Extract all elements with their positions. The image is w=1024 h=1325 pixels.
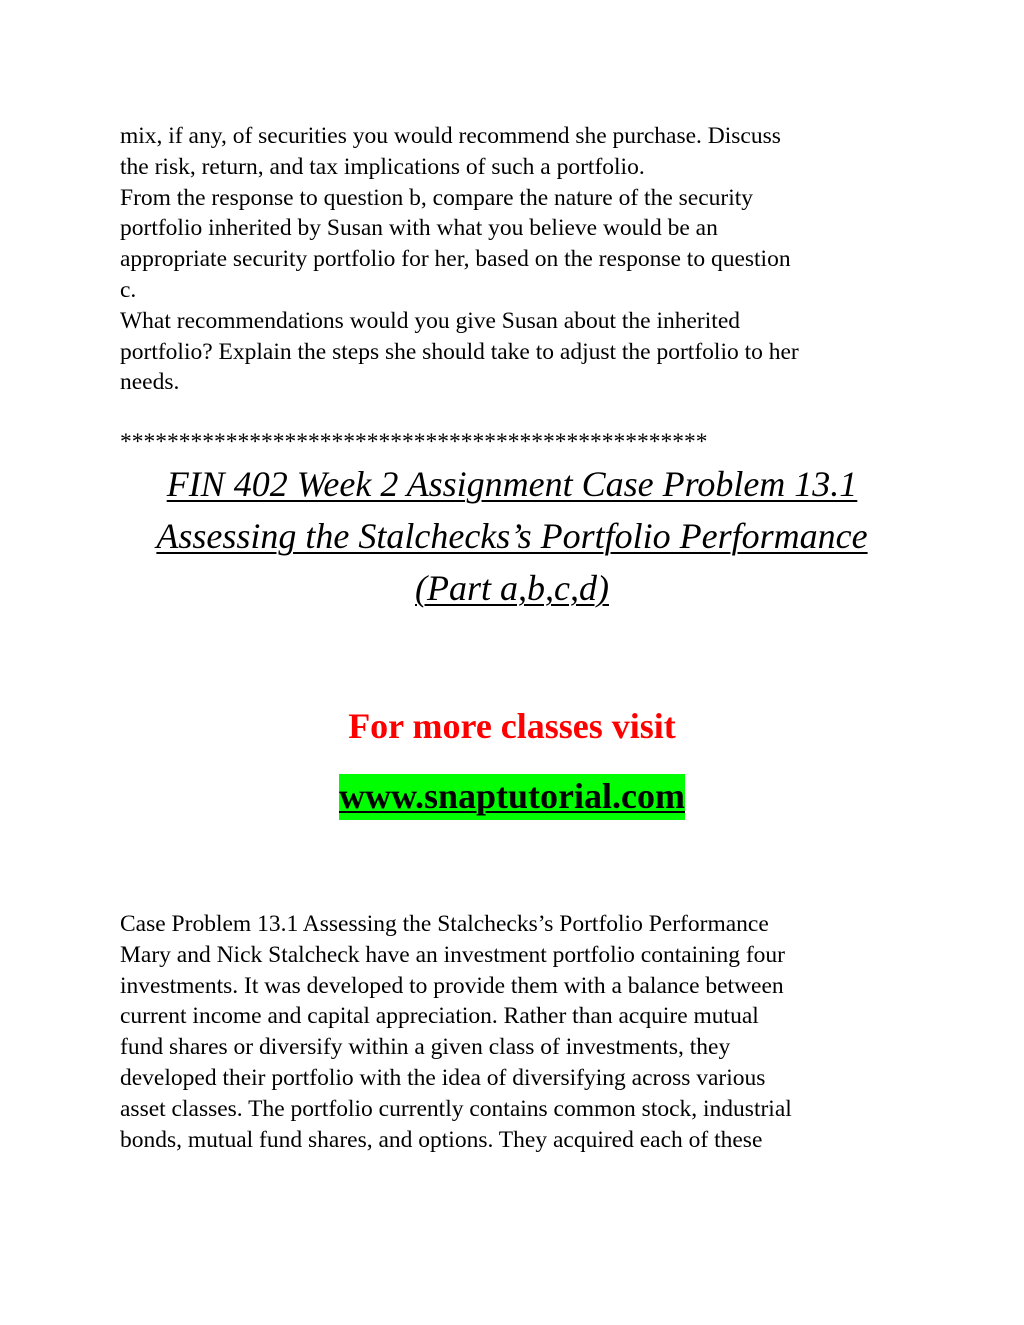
case-line: Mary and Nick Stalcheck have an investment portfolio containing four xyxy=(120,941,785,968)
case-line: investments. It was developed to provide them with a balance between xyxy=(120,972,784,999)
intro-line: appropriate security portfolio for her, based on the response to question xyxy=(120,246,791,273)
intro-line: mix, if any, of securities you would recommend she purchase. Discuss xyxy=(120,123,781,149)
case-line: developed their portfolio with the idea of diversifying across various xyxy=(120,1064,766,1091)
website-link[interactable]: www.snaptutorial.com xyxy=(339,774,685,820)
intro-line: c. xyxy=(120,276,137,303)
promo-text: For more classes visit xyxy=(348,706,676,746)
intro-paragraph xyxy=(120,121,920,398)
asterisk-separator: ************************************************** xyxy=(120,429,708,455)
promo-link-container xyxy=(0,774,1024,818)
intro-line: From the response to question b, compare the nature of the security xyxy=(120,184,754,211)
title-line xyxy=(0,562,1024,614)
intro-line: portfolio inherited by Susan with what you believe would be an xyxy=(120,215,718,242)
intro-line: needs. xyxy=(120,369,180,396)
title-line-text: (Part a,b,c,d) xyxy=(415,568,609,608)
case-paragraph xyxy=(120,909,920,1155)
title-line-text: Assessing the Stalchecks’s Portfolio Performance xyxy=(156,516,868,556)
intro-line: the risk, return, and tax implications of such a portfolio. xyxy=(120,153,645,180)
case-line: bonds, mutual fund shares, and options. They acquired each of these xyxy=(120,1126,763,1153)
case-line: current income and capital appreciation. Rather than acquire mutual xyxy=(120,1003,759,1030)
intro-line: portfolio? Explain the steps she should take to adjust the portfolio to her xyxy=(120,338,799,365)
case-line: Case Problem 13.1 Assessing the Stalchecks’s Portfolio Performance xyxy=(120,911,769,937)
assignment-title xyxy=(0,458,1024,614)
case-line: asset classes. The portfolio currently contains common stock, industrial xyxy=(120,1095,792,1122)
intro-line: What recommendations would you give Susan about the inherited xyxy=(120,307,740,334)
case-line: fund shares or diversify within a given class of investments, they xyxy=(120,1034,731,1061)
title-line xyxy=(0,510,1024,562)
title-line xyxy=(0,458,1024,510)
title-line-text: FIN 402 Week 2 Assignment Case Problem 13.1 xyxy=(166,464,858,504)
